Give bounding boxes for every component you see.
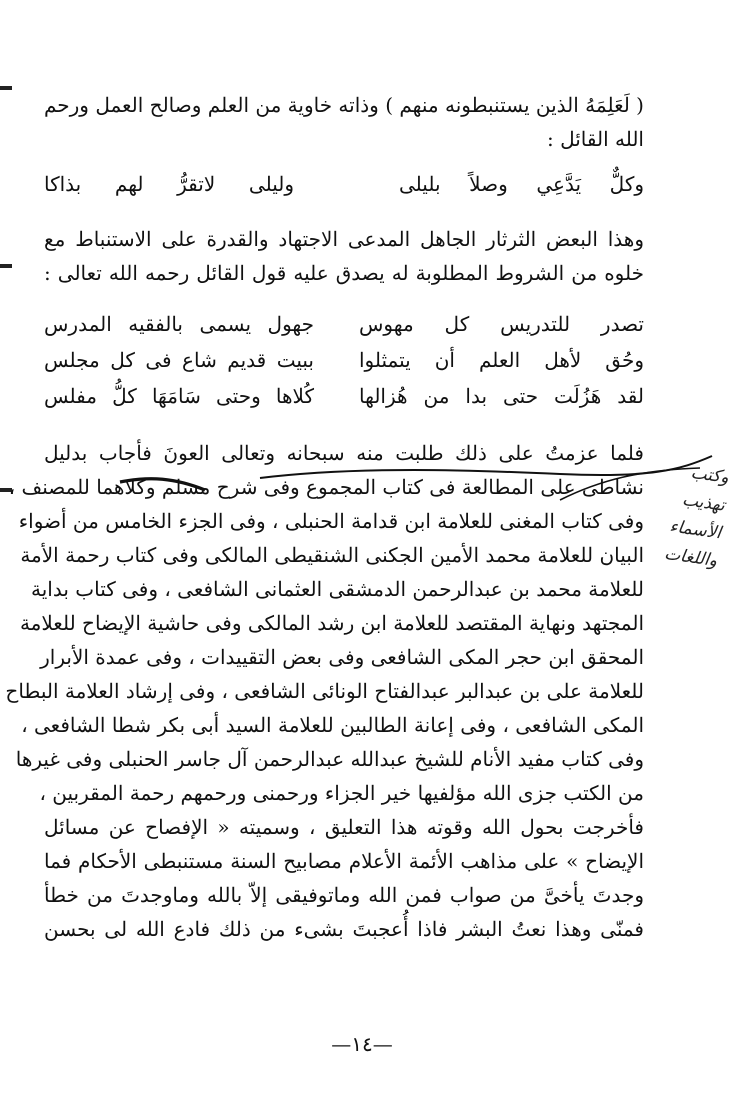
text-line: المكى الشافعى ، وفى إعانة الطالبين للعلامة السيد أبى بكر شطا الشافعى ، [21,713,644,737]
text-line: خلوه من الشروط المطلوبة له يصدق عليه قول القائل رحمه الله تعالى : [44,261,644,285]
text-line: وهذا البعض الثرثار الجاهل المدعى الاجتهاد والقدرة على الاستنباط مع [44,227,644,251]
text-line: من الكتب جزى الله مؤلفيها خير الجزاء ورحمنى ورحمهم رحمة المقربين ، [39,781,644,805]
text-line: البيان للعلامة محمد الأمين الجكنى الشنقيطى المالكى وفى كتاب رحمة الأمة [20,543,644,567]
page-number: —١٤— [331,1032,393,1056]
text-line: المجتهد ونهاية المقتصد للعلامة ابن رشد المالكى وفى حاشية الإيضاح للعلامة [19,611,644,635]
text-line: للعلامة محمد بن عبدالرحمن الدمشقى العثمانى الشافعى ، وفى كتاب بداية [31,577,644,601]
verse-hemistich-right: تصدر للتدريس كل مهوس [359,312,644,336]
verse-hemistich-right: لقد هَزُلَت حتى بدا من هُزالها [359,384,644,408]
text-line: وفى كتاب مفيد الأنام للشيخ عبدالله عبدالرحمن آل جاسر الحنبلى وفى غيرها [15,747,644,771]
margin-note-line: الأسماء [668,516,723,544]
verse-hemistich-left: وليلى لاتقرُّ لهم بذاكا [44,172,294,196]
text-line: وجدتَ يأخىَّ من صواب فمن الله وماتوفيقى إلاّ بالله وماوجدتَ من خطأ [44,883,644,907]
text-line: فأخرجت بحول الله وقوته هذا التعليق ، وسميته « الإفصاح عن مسائل [44,815,644,839]
margin-note-line: تهذيب [680,489,727,516]
verse-hemistich-left: جهول يسمى بالفقيه المدرس [44,312,314,336]
text-line: وفى كتاب المغنى للعلامة ابن قدامة الحنبلى ، وفى الجزء الخامس من أضواء [18,509,644,533]
text-line: للعلامة على بن عبدالبر عبدالفتاح الونائى الشافعى ، وفى إرشاد العلامة البطاح [5,679,644,703]
verse-hemistich-left: ببيت قديم شاع فى كل مجلس [44,348,314,372]
text-line: ( لَعَلِمَهُ الذين يستنبطونه منهم ) وذاته خاوية من العلم وصالح العمل ورحم [43,93,644,117]
text-line: المحقق ابن حجر المكى الشافعى وفى بعض التقييدات ، وفى عمدة الأبرار [40,645,644,669]
text-line: نشاطى على المطالعة فى كتاب المجموع وفى شرح مسلم وكلاهما للمصنف ، [8,475,644,499]
text-line: الله القائل : [546,127,644,151]
text-line: فلما عزمتُ على ذلك طلبت منه سبحانه وتعالى العونَ فأجاب بدليل [44,441,644,465]
text-line: فمنّى وهذا نعتُ البشر فاذا أُعجبتَ بشىء من ذلك فادع الله لى بحسن [44,917,644,941]
text-line: الإيضاح » على مذاهب الأئمة الأعلام مصابيح السنة مستنبطى الأحكام فما [44,849,644,873]
verse-hemistich-left: كُلاها وحتى سَامَهَا كلُّ مفلس [44,384,314,408]
margin-note-line: واللغات [663,543,719,572]
verse-hemistich-right: وحُق لأهل العلم أن يتمثلوا [359,348,644,372]
margin-note-line: وكتب [689,462,731,488]
verse-hemistich-right: وكلٌّ يَدَّعِي وصلاً بليلى [399,172,644,196]
